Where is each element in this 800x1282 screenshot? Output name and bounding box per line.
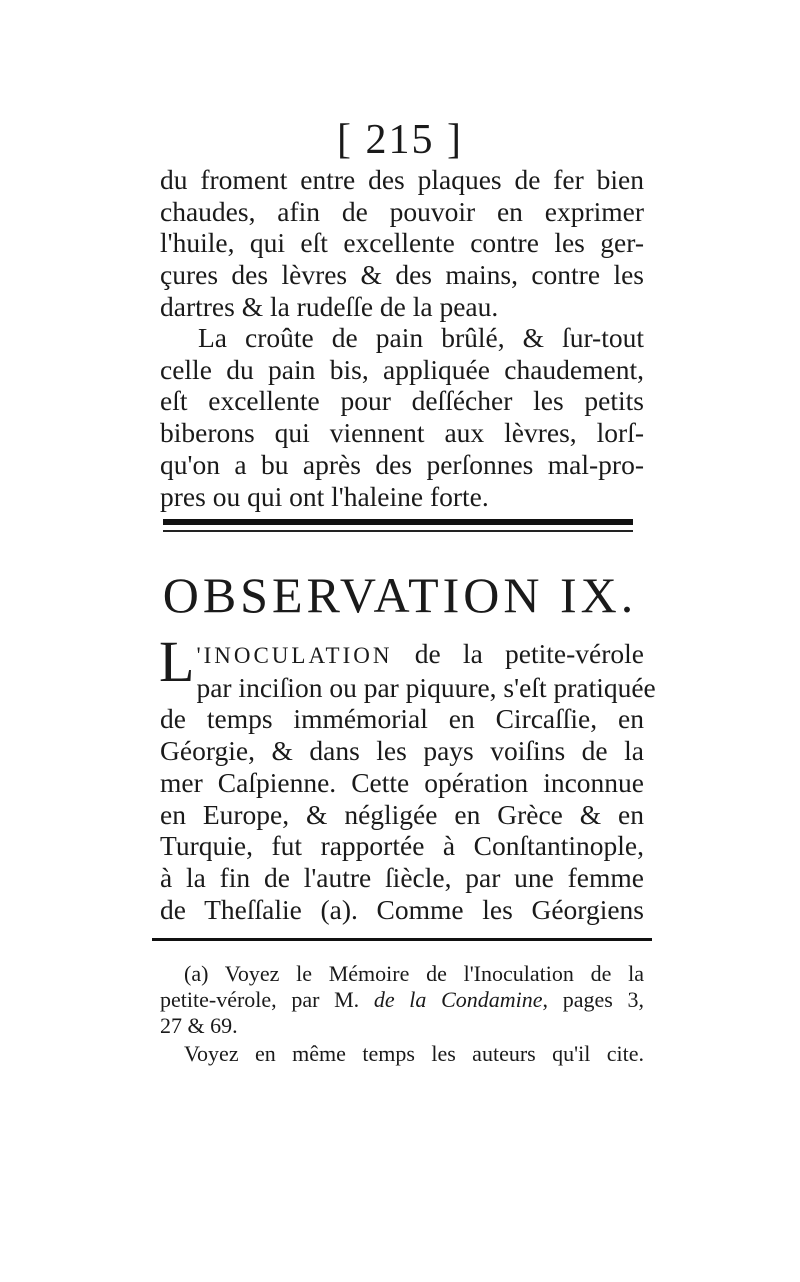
page-number: [ 215 ] — [337, 117, 463, 163]
text-line: celle du pain bis, appliquée chaudement, — [160, 353, 644, 385]
first-line-rest: de la petite-vérole — [392, 638, 644, 669]
text-line: dartres & la rudeſſe de la peau. — [160, 290, 499, 322]
divider-thin-line — [163, 530, 633, 532]
footnotes — [160, 961, 644, 1067]
footnote-line: (a) Voyez le Mémoire de l'Inoculation de la — [184, 961, 644, 986]
footnote-line: Voyez en même temps les auteurs qu'il cite. — [184, 1041, 644, 1066]
text-line: de temps immémorial en Circaſſie, en — [160, 703, 644, 735]
drop-cap: L — [159, 629, 195, 694]
footnote-line: 27 & 69. — [160, 1013, 238, 1038]
text-line: qu'on a bu après des perſonnes mal-pro- — [160, 448, 644, 480]
paragraph-second — [160, 322, 644, 512]
text-line: Géorgie, & dans les pays voiſins de la — [160, 735, 644, 767]
text-line-first — [160, 638, 644, 672]
paragraph-top — [160, 164, 644, 323]
text-line: de Theſſalie (a). Comme les Géorgiens — [160, 893, 644, 925]
footnote-line-end: , pages 3, — [542, 987, 644, 1012]
text-line: pres ou qui ont l'haleine forte. — [160, 480, 489, 512]
text-line: l'huile, qui eſt excellente contre les ger- — [160, 227, 644, 259]
divider-thick-line — [163, 519, 633, 525]
author-name: de la Condamine — [373, 987, 543, 1012]
text-line: biberons qui viennent aux lèvres, lorſ- — [160, 417, 644, 449]
text-line: par inciſion ou par piquure, s'eſt pratiquée — [196, 671, 656, 703]
text-line: mer Caſpienne. Cette opération inconnue — [160, 766, 644, 798]
smallcaps-word: 'INOCULATION — [196, 643, 393, 668]
paragraph-observation — [159, 629, 656, 925]
section-heading: OBSERVATION IX. — [162, 567, 638, 623]
text-line: eſt excellente pour deſſécher les petits — [160, 385, 644, 417]
text-line: chaudes, afin de pouvoir en exprimer — [160, 195, 644, 227]
footnote-line — [160, 987, 644, 1013]
text-line: çures des lèvres & des mains, contre les — [160, 259, 644, 291]
text-line: en Europe, & négligée en Grèce & en — [160, 798, 644, 830]
footnote-divider — [152, 938, 652, 941]
section-divider — [163, 519, 633, 532]
text-line: Turquie, fut rapportée à Conſtantinople, — [160, 830, 644, 862]
text-line: à la fin de l'autre ſiècle, par une femme — [160, 861, 644, 893]
text-line: du froment entre des plaques de fer bien — [160, 164, 644, 195]
text-line: La croûte de pain brûlé, & ſur-tout — [198, 322, 644, 353]
footnote-line-start: petite-vérole, par M. — [160, 987, 374, 1012]
